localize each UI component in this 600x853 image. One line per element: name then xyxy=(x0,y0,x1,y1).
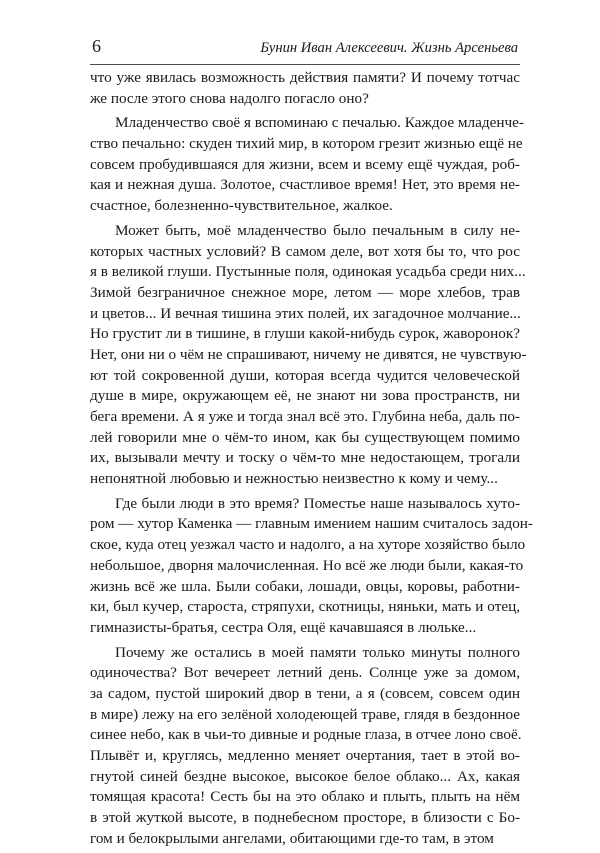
text-line: ское, куда отец уезжал часто и надолго, а на хуторе хозяйство было xyxy=(90,536,526,554)
text-line: жизнь всё же шла. Были собаки, лошади, овцы, коровы, работни- xyxy=(90,577,520,595)
text-line: Где были люди в это время? Поместье наше называлось хуто- xyxy=(115,494,520,512)
paragraph xyxy=(90,494,533,639)
body-text xyxy=(90,68,533,853)
paragraph xyxy=(90,221,527,490)
text-line: что уже явилась возможность действия памяти? И почему тотчас xyxy=(90,69,520,86)
page-header xyxy=(90,34,520,65)
text-line: Может быть, моё младенчество было печальным в силу не- xyxy=(115,221,520,239)
text-line: одиночества? Вот вечереет летний день. Солнце уже за домом, xyxy=(90,664,520,682)
text-line: гнутой синей бездне высокое, высокое белое облако... Ах, какая xyxy=(90,767,520,785)
text-line: я в великой глуши. Пустынные поля, одинокая усадьба среди них... xyxy=(90,263,526,281)
text-line: которых частных условий? В самом деле, вот хотя бы то, что рос xyxy=(90,242,520,260)
paragraph xyxy=(90,113,524,216)
paragraph xyxy=(90,643,520,850)
text-line: ство печально: скуден тихий мир, в котором грезит жизнью ещё не xyxy=(90,135,523,153)
text-line: счастное, болезненно-чувствительное, жалкое. xyxy=(90,197,393,215)
text-line: томящая красота! Сесть бы на это облако и плыть, плыть на нём xyxy=(90,788,520,806)
text-line: Но грустит ли в тишине, в глуши какой-нибудь сурок, жаворонок? xyxy=(90,325,520,343)
text-line: в этой жуткой высоте, в поднебесном просторе, в близости с Бо- xyxy=(90,809,520,827)
text-line: же после этого снова надолго погасло оно? xyxy=(90,89,369,107)
text-line: гимназисты-братья, сестра Оля, ещё качавшаяся в люльке... xyxy=(90,618,477,636)
text-line: в мире) лежу на его зелёной холодеющей траве, глядя в бездонное xyxy=(90,705,520,723)
text-line: совсем пробудившаяся для жизни, всем и всему ещё чуждая, роб- xyxy=(90,155,520,173)
paragraph xyxy=(90,68,520,109)
text-line: их, вызывали мечту и тоску о чём-то мне недостающем, трогали xyxy=(90,449,520,467)
text-line: Младенчество своё я вспоминаю с печалью. Каждое младенче- xyxy=(115,114,524,132)
text-line: кая и нежная душа. Золотое, счастливое время! Нет, это время не- xyxy=(90,176,520,194)
text-line: ром — хутор Каменка — главным имением нашим считалось задон- xyxy=(90,515,533,533)
text-line: непонятной любовью и нежностью неизвестно к кому и чему... xyxy=(90,470,498,488)
text-line: ют той сокровенной души, которая всегда чудится человеческой xyxy=(90,366,520,384)
text-line: ки, был кучер, староста, стряпухи, скотницы, няньки, мать и отец, xyxy=(90,598,520,616)
text-line: Нет, они ни о чём не спрашивают, ничему не дивятся, не чувствую- xyxy=(90,345,527,363)
text-line: бега времени. А я уже и тогда знал всё это. Глубина неба, даль по- xyxy=(90,408,520,425)
text-line: синее небо, как в чьи-то дивные и родные глаза, в отчее лоно своё. xyxy=(90,726,522,744)
text-line: гом и белокрылыми ангелами, обитающими где-то там, в этом xyxy=(90,829,494,847)
text-line: душе в мире, окружающем её, не знают ни зова пространств, ни xyxy=(90,387,520,405)
text-line: Почему же остались в моей памяти только минуты полного xyxy=(115,643,520,661)
text-line: за садом, пустой широкий двор в тени, а я (совсем, совсем один xyxy=(90,684,520,702)
text-line: Зимой безграничное снежное море, летом — море хлебов, трав xyxy=(90,283,520,301)
text-line: Плывёт и, круглясь, медленно меняет очертания, тает в этой во- xyxy=(90,747,520,764)
running-head: Бунин Иван Алексеевич. Жизнь Арсеньева xyxy=(260,40,518,56)
text-line: лей говорили мне о чём-то ином, как бы существующем помимо xyxy=(90,428,520,446)
page-number: 6 xyxy=(92,36,101,56)
text-line: и цветов... И вечная тишина этих полей, их загадочное молчание... xyxy=(90,304,521,322)
text-line: небольшое, дворня малочисленная. Но всё же люди были, какая-то xyxy=(90,556,524,574)
